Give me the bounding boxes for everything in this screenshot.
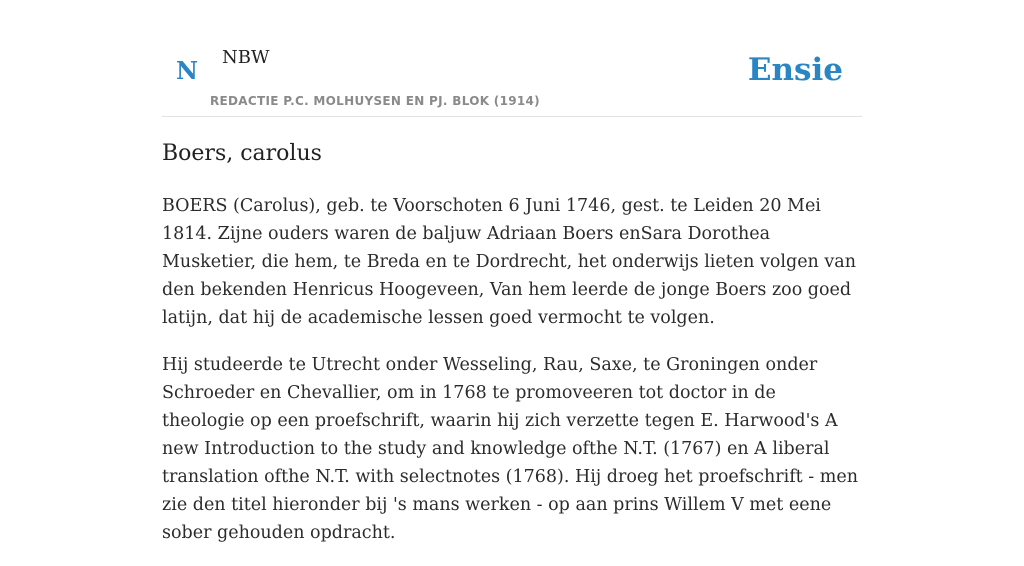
source-logo[interactable]: N — [176, 56, 198, 85]
article-body — [162, 192, 862, 566]
ensie-logo-link[interactable]: Ensie — [747, 52, 843, 88]
source-header — [162, 0, 862, 117]
article-paragraph: Hij studeerde te Utrecht onder Wesseling, Rau, Saxe, te Groningen onder Schroeder en Chevallier, om in 1768 te promoveeren tot doctor in de theologie op een proefschrift, waarin hij zich verzette tegen E. Harwood's A new Introduction to the study and knowledge ofthe N.T. (1767) en A liberal translation ofthe N.T. with selectnotes (1768). Hij droeg het proefschrift - men zie den titel hieronder bij 's mans werken - op aan prins Willem V met eene sober gehouden opdracht. — [162, 355, 858, 543]
article-title: Boers, carolus — [162, 141, 322, 166]
source-subtitle: REDACTIE P.C. MOLHUYSEN EN PJ. BLOK (1914) — [210, 94, 540, 108]
article-paragraph: BOERS (Carolus), geb. te Voorschoten 6 Juni 1746, gest. te Leiden 20 Mei 1814. Zijne ouders waren de baljuw Adriaan Boers enSara Dorothea Musketier, die hem, te Breda en te Dordrecht, het onderwijs lieten volgen van den bekenden Henricus Hoogeveen, Van hem leerde de jonge Boers zoo goed latijn, dat hij de academische lessen goed vermocht te volgen. — [162, 196, 856, 328]
source-title-link[interactable]: NBW — [222, 47, 270, 68]
